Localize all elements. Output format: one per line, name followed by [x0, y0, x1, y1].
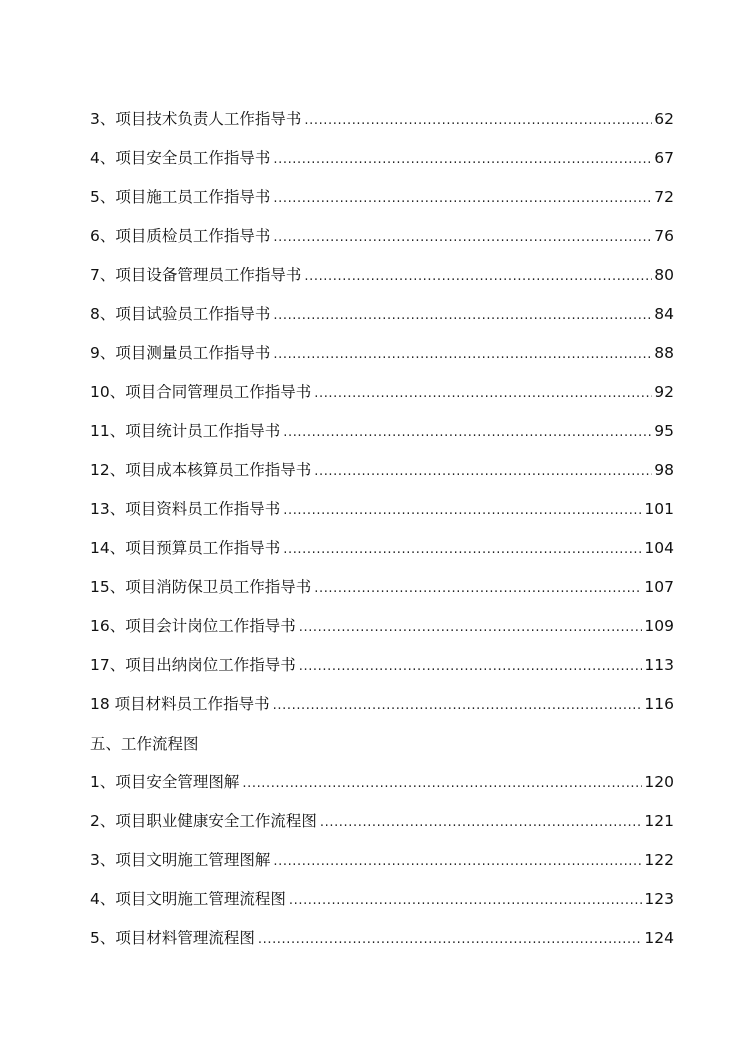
toc-entry[interactable]	[90, 138, 674, 177]
section-heading: 五、工作流程图	[90, 734, 199, 753]
toc-entry[interactable]	[90, 99, 674, 138]
toc-entry-page-number: 80	[654, 265, 674, 284]
toc-dot-leader	[299, 618, 643, 638]
toc-dot-leader	[299, 657, 643, 677]
toc-entry-title: 12、项目成本核算员工作指导书	[90, 460, 312, 479]
toc-dot-leader	[273, 150, 652, 170]
toc-dot-leader	[304, 267, 652, 287]
toc-entry-title: 2、项目职业健康安全工作流程图	[90, 811, 317, 830]
toc-entry-page-number: 109	[644, 616, 674, 635]
toc-entry[interactable]	[90, 177, 674, 216]
toc-entry[interactable]	[90, 840, 674, 879]
toc-dot-leader	[258, 930, 643, 950]
toc-entry[interactable]	[90, 489, 674, 528]
toc-entry-title: 13、项目资料员工作指导书	[90, 499, 281, 518]
toc-entry[interactable]	[90, 255, 674, 294]
toc-dot-leader	[283, 423, 652, 443]
toc-entry-title: 17、项目出纳岗位工作指导书	[90, 655, 296, 674]
toc-entry-title: 4、项目文明施工管理流程图	[90, 889, 286, 908]
toc-entry-page-number: 92	[654, 382, 674, 401]
toc-entry[interactable]	[90, 879, 674, 918]
toc-entry-page-number: 104	[644, 538, 674, 557]
toc-dot-leader	[273, 189, 652, 209]
toc-entry-title: 10、项目合同管理员工作指导书	[90, 382, 312, 401]
toc-entry[interactable]	[90, 762, 674, 801]
toc-entry-title: 5、项目材料管理流程图	[90, 928, 255, 947]
toc-dot-leader	[273, 852, 642, 872]
toc-entry-page-number: 67	[654, 148, 674, 167]
toc-entry[interactable]	[90, 216, 674, 255]
toc-entry-title: 16、项目会计岗位工作指导书	[90, 616, 296, 635]
toc-entry[interactable]	[90, 333, 674, 372]
toc-entry-page-number: 113	[644, 655, 674, 674]
toc-entry-page-number: 116	[644, 694, 674, 713]
toc-entry-title: 3、项目技术负责人工作指导书	[90, 109, 302, 128]
toc-entry[interactable]	[90, 645, 674, 684]
toc-entry-page-number: 124	[644, 928, 674, 947]
toc-entry[interactable]	[90, 567, 674, 606]
toc-entry[interactable]	[90, 411, 674, 450]
toc-entry[interactable]	[90, 684, 674, 723]
toc-entry-page-number: 84	[654, 304, 674, 323]
toc-entry-page-number: 122	[644, 850, 674, 869]
toc-dot-leader	[273, 228, 652, 248]
toc-entry-page-number: 123	[644, 889, 674, 908]
toc-entry[interactable]	[90, 918, 674, 957]
toc-dot-leader	[283, 501, 642, 521]
toc-entry-title: 18 项目材料员工作指导书	[90, 694, 270, 713]
toc-entry-page-number: 107	[644, 577, 674, 596]
toc-entry-title: 4、项目安全员工作指导书	[90, 148, 271, 167]
toc-entry-title: 3、项目文明施工管理图解	[90, 850, 271, 869]
toc-dot-leader	[304, 111, 652, 131]
toc-entry[interactable]	[90, 294, 674, 333]
toc-entry-title: 15、项目消防保卫员工作指导书	[90, 577, 312, 596]
toc-dot-leader	[273, 345, 652, 365]
toc-entry-page-number: 76	[654, 226, 674, 245]
toc-entry-title: 14、项目预算员工作指导书	[90, 538, 281, 557]
toc-entry-page-number: 98	[654, 460, 674, 479]
toc-dot-leader	[273, 306, 652, 326]
toc-dot-leader	[314, 462, 652, 482]
toc-dot-leader	[242, 774, 642, 794]
toc-entry-title: 6、项目质检员工作指导书	[90, 226, 271, 245]
toc-entry-page-number: 121	[644, 811, 674, 830]
toc-entry-title: 7、项目设备管理员工作指导书	[90, 265, 302, 284]
toc-entry[interactable]	[90, 606, 674, 645]
toc-entry-title: 8、项目试验员工作指导书	[90, 304, 271, 323]
toc-entry-page-number: 72	[654, 187, 674, 206]
toc-entry-page-number: 62	[654, 109, 674, 128]
toc-entry-page-number: 101	[644, 499, 674, 518]
toc-entry-page-number: 88	[654, 343, 674, 362]
toc-dot-leader	[273, 696, 643, 716]
toc-list-section-5	[90, 762, 674, 957]
toc-list-section-4	[90, 99, 674, 723]
toc-dot-leader	[314, 384, 652, 404]
toc-entry[interactable]	[90, 528, 674, 567]
toc-dot-leader	[289, 891, 643, 911]
toc-entry-page-number: 120	[644, 772, 674, 791]
toc-entry-title: 9、项目测量员工作指导书	[90, 343, 271, 362]
toc-entry[interactable]	[90, 450, 674, 489]
table-of-contents	[90, 99, 674, 957]
toc-dot-leader	[283, 540, 642, 560]
toc-entry-page-number: 95	[654, 421, 674, 440]
toc-dot-leader	[320, 813, 643, 833]
toc-entry[interactable]	[90, 801, 674, 840]
toc-entry-title: 1、项目安全管理图解	[90, 772, 240, 791]
toc-entry-title: 5、项目施工员工作指导书	[90, 187, 271, 206]
toc-entry-title: 11、项目统计员工作指导书	[90, 421, 281, 440]
toc-entry[interactable]	[90, 372, 674, 411]
toc-dot-leader	[314, 579, 642, 599]
